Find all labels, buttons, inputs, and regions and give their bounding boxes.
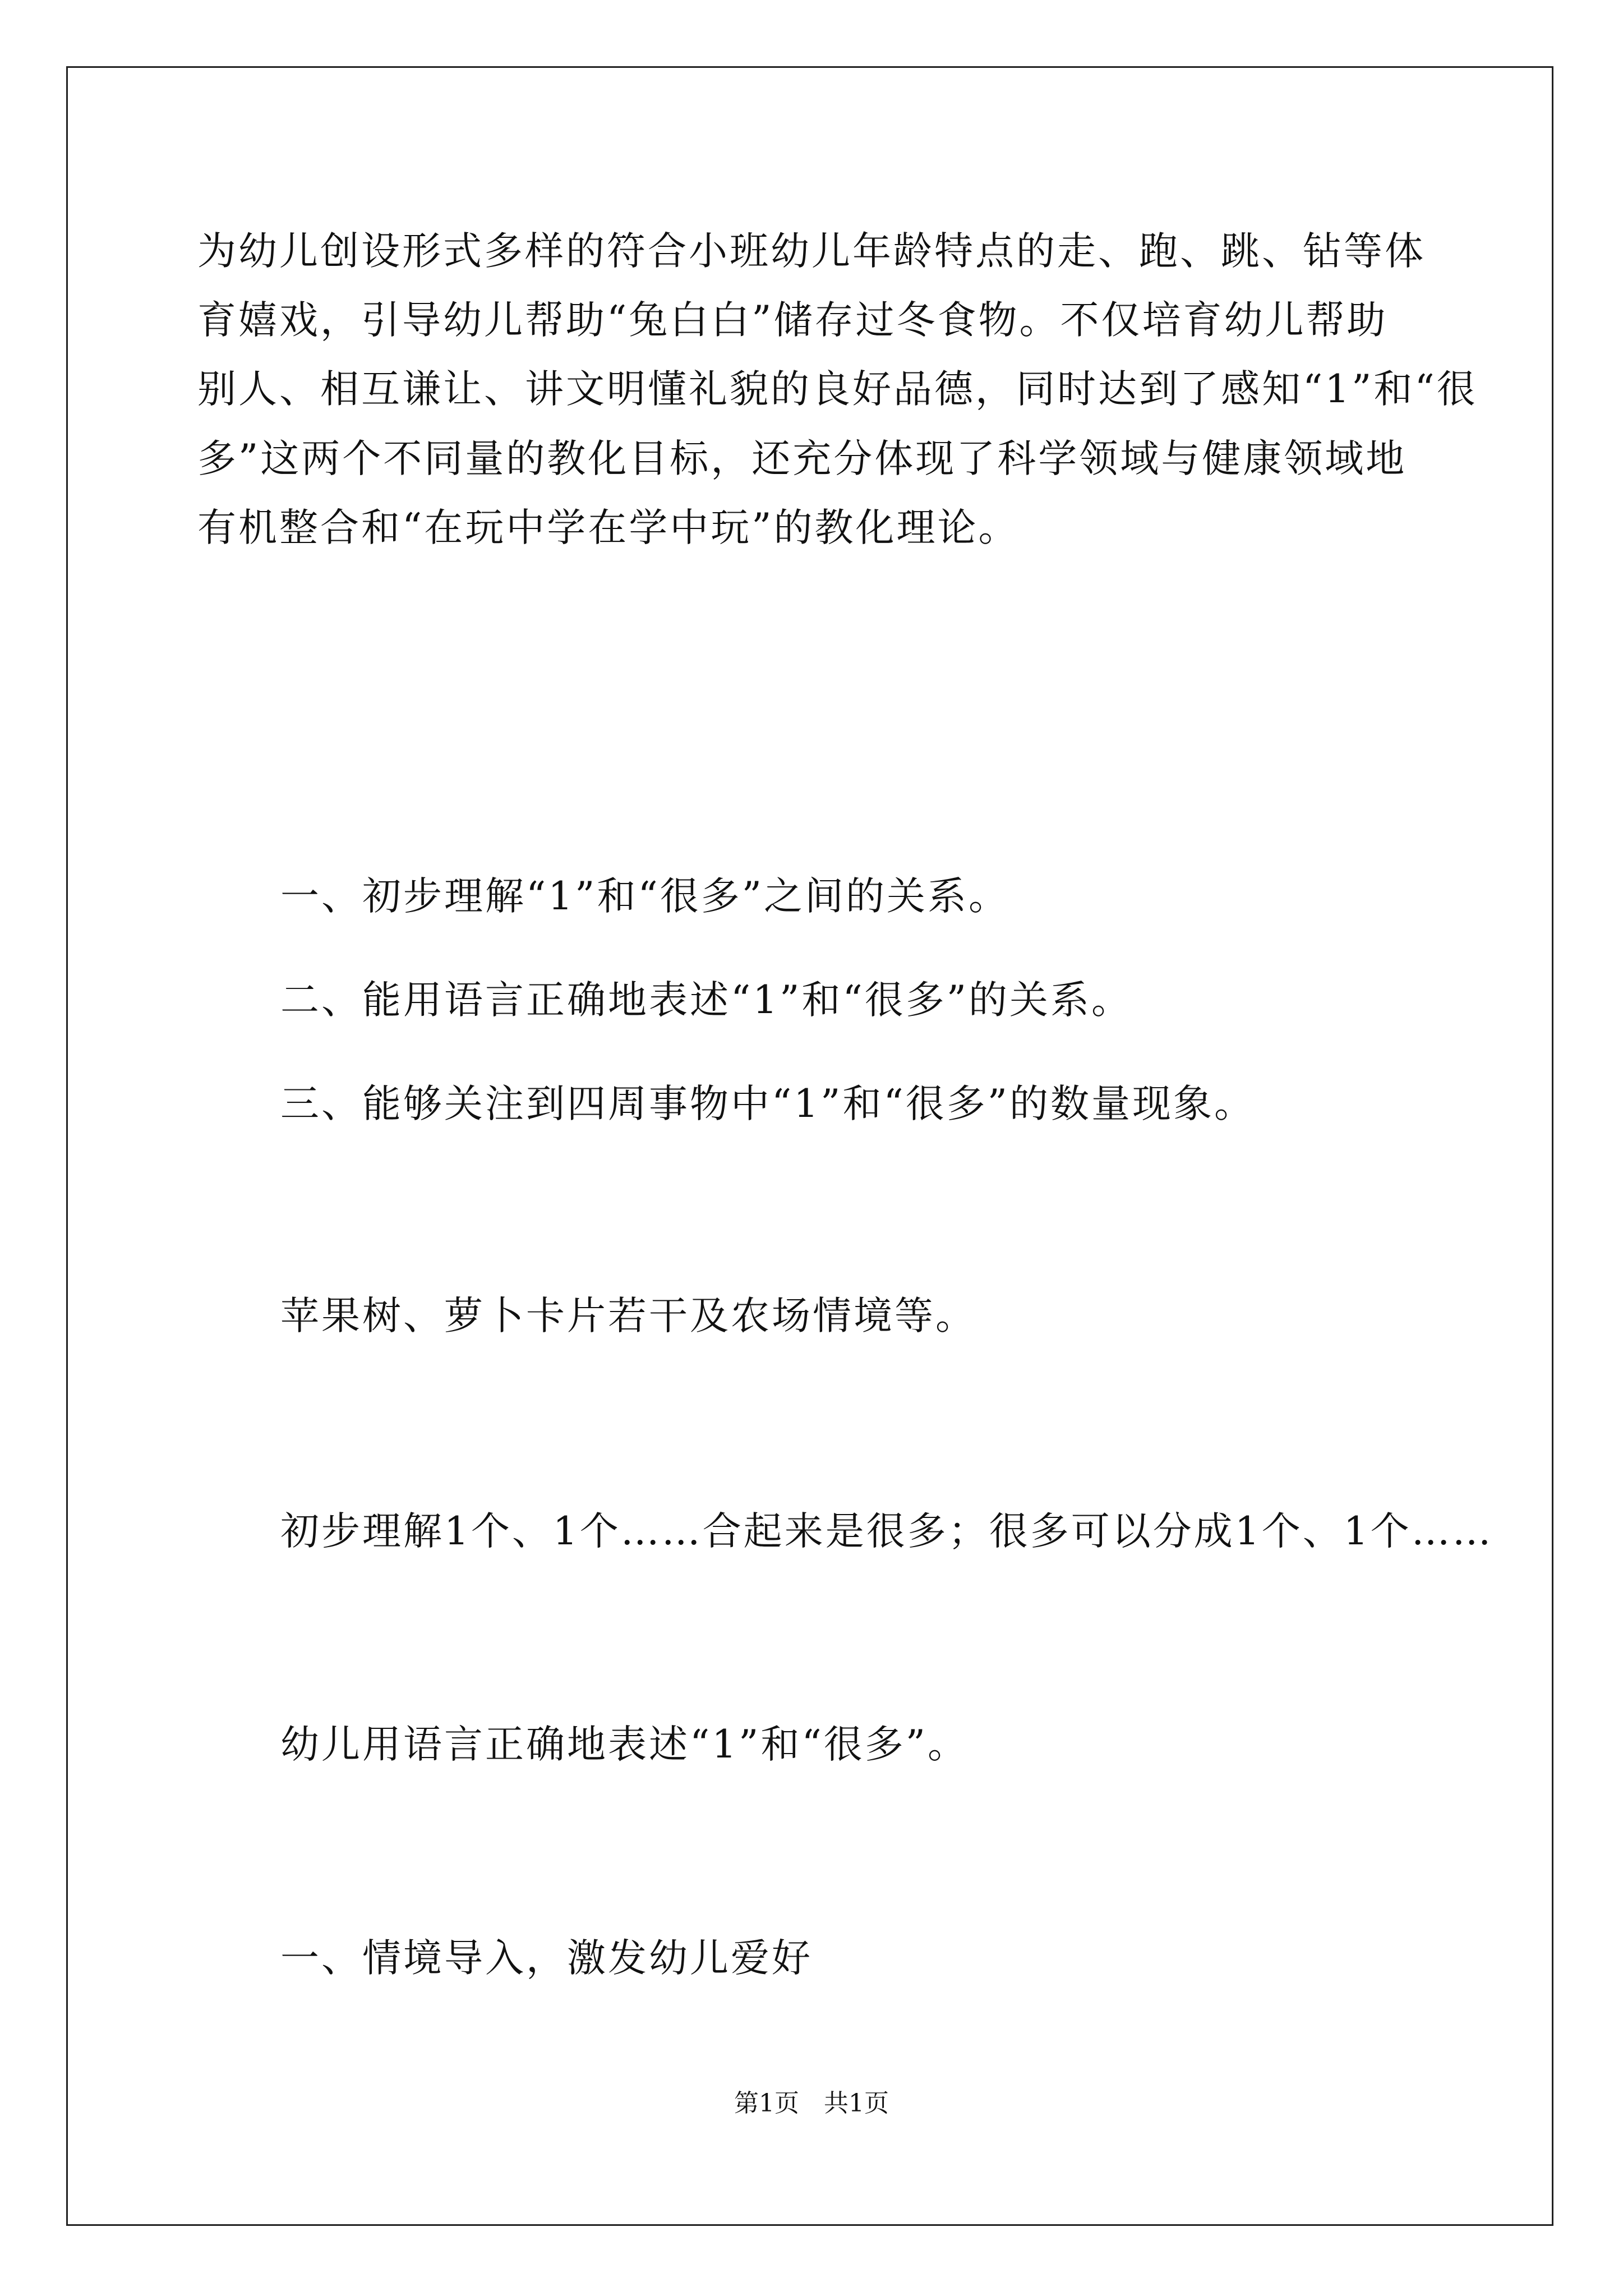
goal-item-2: 二、能用语言正确地表述“1”和“很多”的关系。 (280, 978, 1132, 1023)
key-point-text: 初步理解1个、1个……合起来是很多；很多可以分成1个、1个…… (280, 1509, 1493, 1554)
difficulty-text: 幼儿用语言正确地表述“1”和“很多”。 (280, 1722, 969, 1767)
goal-item-1: 一、初步理解“1”和“很多”之间的关系。 (280, 874, 1009, 919)
paragraph-line-1: 为幼儿创设形式多样的符合小班幼儿年龄特点的走、跑、跳、钻等体 (197, 229, 1426, 274)
goal-item-3: 三、能够关注到四周事物中“1”和“很多”的数量现象。 (280, 1082, 1255, 1126)
paragraph-line-5: 有机整合和“在玩中学在学中玩”的教化理论。 (197, 505, 1020, 550)
step-heading: 一、情境导入，激发幼儿爱好 (280, 1936, 813, 1981)
paragraph-line-2: 育嬉戏，引导幼儿帮助“兔白白”储存过冬食物。不仅培育幼儿帮助 (197, 298, 1388, 343)
paragraph-line-3: 别人、相互谦让、讲文明懂礼貌的良好品德，同时达到了感知“1”和“很 (197, 367, 1478, 412)
page-footer: 第1页 共1页 (734, 2089, 889, 2118)
paragraph-line-4: 多”这两个不同量的教化目标，还充分体现了科学领域与健康领域地 (197, 436, 1407, 481)
materials-text: 苹果树、萝卜卡片若干及农场情境等。 (280, 1294, 976, 1338)
